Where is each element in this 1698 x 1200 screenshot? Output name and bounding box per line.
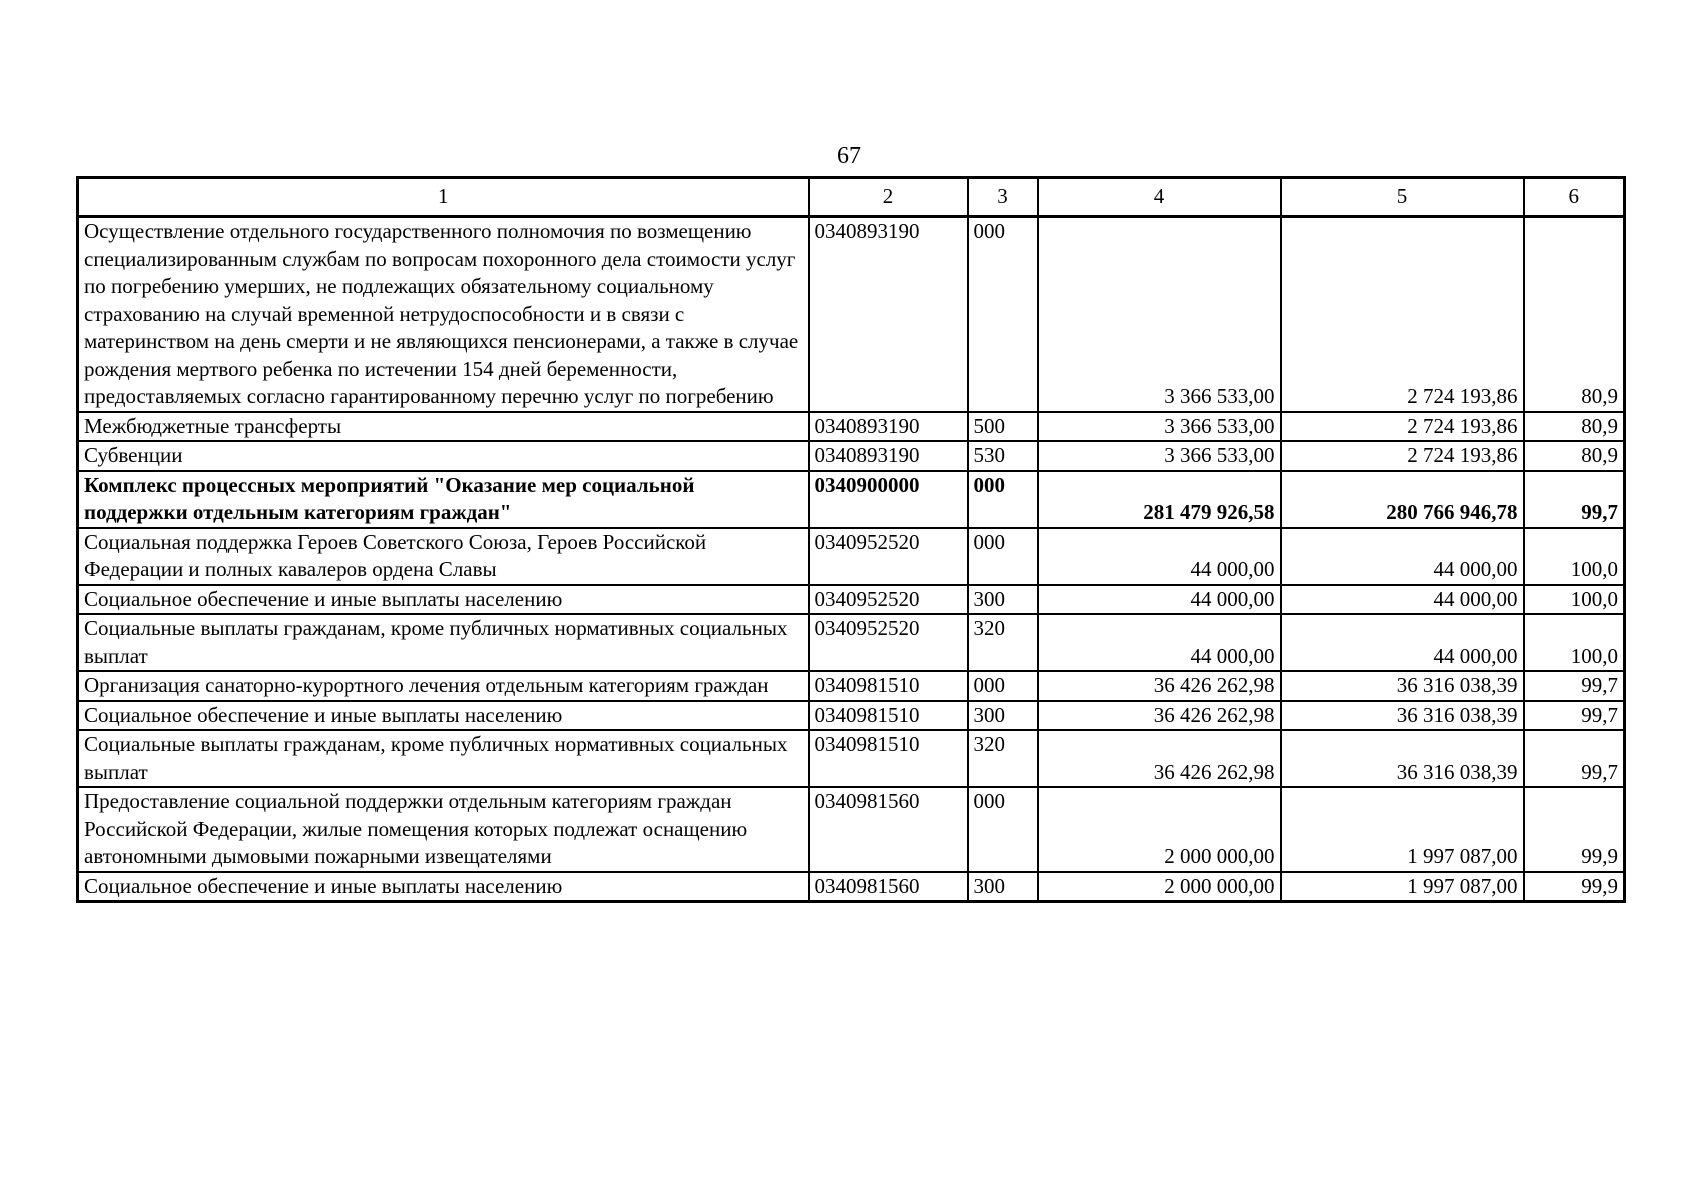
cell-percent: 99,9: [1524, 872, 1625, 902]
cell-vr: 000: [968, 217, 1038, 412]
cell-csr: 0340952520: [809, 585, 968, 615]
cell-percent: 100,0: [1524, 585, 1625, 615]
cell-percent: 99,7: [1524, 471, 1625, 528]
cell-fact: 1 997 087,00: [1281, 872, 1524, 902]
cell-vr: 000: [968, 471, 1038, 528]
header-col-3: 3: [968, 178, 1038, 217]
cell-vr: 300: [968, 701, 1038, 731]
header-col-1: 1: [78, 178, 809, 217]
cell-percent: 100,0: [1524, 614, 1625, 671]
cell-percent: 80,9: [1524, 441, 1625, 471]
cell-vr: 530: [968, 441, 1038, 471]
table-row: [78, 471, 1625, 528]
cell-fact: 1 997 087,00: [1281, 787, 1524, 872]
cell-percent: 99,7: [1524, 730, 1625, 787]
table-row: [78, 872, 1625, 902]
cell-vr: 320: [968, 730, 1038, 787]
cell-vr: 000: [968, 528, 1038, 585]
header-col-5: 5: [1281, 178, 1524, 217]
cell-csr: 0340900000: [809, 471, 968, 528]
table-row: [78, 730, 1625, 787]
page-number: 67: [837, 143, 861, 169]
table-row: [78, 528, 1625, 585]
cell-percent: 80,9: [1524, 412, 1625, 442]
cell-plan: 3 366 533,00: [1038, 217, 1281, 412]
header-row: [78, 178, 1625, 217]
cell-vr: 000: [968, 671, 1038, 701]
cell-fact: 36 316 038,39: [1281, 701, 1524, 731]
cell-plan: 281 479 926,58: [1038, 471, 1281, 528]
cell-name: Субвенции: [78, 441, 809, 471]
cell-plan: 36 426 262,98: [1038, 730, 1281, 787]
cell-plan: 44 000,00: [1038, 528, 1281, 585]
budget-table: [76, 176, 1626, 903]
table-row: [78, 585, 1625, 615]
cell-plan: 44 000,00: [1038, 585, 1281, 615]
cell-percent: 99,9: [1524, 787, 1625, 872]
cell-csr: 0340981510: [809, 701, 968, 731]
cell-name: Социальное обеспечение и иные выплаты населению: [78, 585, 809, 615]
cell-csr: 0340981560: [809, 787, 968, 872]
cell-csr: 0340893190: [809, 217, 968, 412]
cell-name: Организация санаторно-курортного лечения отдельным категориям граждан: [78, 671, 809, 701]
cell-csr: 0340952520: [809, 614, 968, 671]
cell-fact: 2 724 193,86: [1281, 441, 1524, 471]
cell-csr: 0340893190: [809, 412, 968, 442]
table-row: [78, 701, 1625, 731]
cell-vr: 300: [968, 872, 1038, 902]
cell-fact: 280 766 946,78: [1281, 471, 1524, 528]
cell-csr: 0340952520: [809, 528, 968, 585]
cell-csr: 0340981510: [809, 671, 968, 701]
cell-fact: 2 724 193,86: [1281, 412, 1524, 442]
table-row: [78, 671, 1625, 701]
cell-name: Социальные выплаты гражданам, кроме публичных нормативных социальных выплат: [78, 730, 809, 787]
cell-name: Предоставление социальной поддержки отдельным категориям граждан Российской Федерации, жилые помещения которых подлежат оснащению автономными дымовыми пожарными извещателями: [78, 787, 809, 872]
table-row: [78, 217, 1625, 412]
cell-fact: 44 000,00: [1281, 528, 1524, 585]
cell-csr: 0340981510: [809, 730, 968, 787]
table-header: [78, 178, 1625, 217]
cell-plan: 36 426 262,98: [1038, 701, 1281, 731]
table-row: [78, 412, 1625, 442]
cell-plan: 36 426 262,98: [1038, 671, 1281, 701]
cell-name: Социальные выплаты гражданам, кроме публичных нормативных социальных выплат: [78, 614, 809, 671]
cell-fact: 44 000,00: [1281, 614, 1524, 671]
cell-name: Межбюджетные трансферты: [78, 412, 809, 442]
table-row: [78, 787, 1625, 872]
cell-plan: 3 366 533,00: [1038, 412, 1281, 442]
cell-percent: 100,0: [1524, 528, 1625, 585]
cell-plan: 2 000 000,00: [1038, 787, 1281, 872]
cell-csr: 0340893190: [809, 441, 968, 471]
table-row: [78, 441, 1625, 471]
cell-name: Комплекс процессных мероприятий "Оказание мер социальной поддержки отдельным категориям граждан": [78, 471, 809, 528]
cell-fact: 36 316 038,39: [1281, 730, 1524, 787]
header-col-4: 4: [1038, 178, 1281, 217]
cell-name: Социальное обеспечение и иные выплаты населению: [78, 872, 809, 902]
table-row: [78, 614, 1625, 671]
cell-fact: 2 724 193,86: [1281, 217, 1524, 412]
cell-csr: 0340981560: [809, 872, 968, 902]
cell-plan: 2 000 000,00: [1038, 872, 1281, 902]
table-body: [78, 217, 1625, 902]
cell-vr: 300: [968, 585, 1038, 615]
cell-plan: 44 000,00: [1038, 614, 1281, 671]
cell-percent: 99,7: [1524, 671, 1625, 701]
cell-name: Социальное обеспечение и иные выплаты населению: [78, 701, 809, 731]
cell-name: Осуществление отдельного государственного полномочия по возмещению специализированным службам по вопросам похоронного дела стоимости услуг по погребению умерших, не подлежащих обязательному социальному страхованию на случай временной нетрудоспособности и в связи с материнством на день смерти и не являющихся пенсионерами, а также в случае рождения мертвого ребенка по истечении 154 дней беременности, предоставляемых согласно гарантированному перечню услуг по погребению: [78, 217, 809, 412]
cell-percent: 80,9: [1524, 217, 1625, 412]
cell-vr: 320: [968, 614, 1038, 671]
cell-vr: 500: [968, 412, 1038, 442]
cell-plan: 3 366 533,00: [1038, 441, 1281, 471]
cell-name: Социальная поддержка Героев Советского Союза, Героев Российской Федерации и полных кавалеров ордена Славы: [78, 528, 809, 585]
header-col-2: 2: [809, 178, 968, 217]
cell-vr: 000: [968, 787, 1038, 872]
header-col-6: 6: [1524, 178, 1625, 217]
cell-fact: 36 316 038,39: [1281, 671, 1524, 701]
cell-percent: 99,7: [1524, 701, 1625, 731]
cell-fact: 44 000,00: [1281, 585, 1524, 615]
